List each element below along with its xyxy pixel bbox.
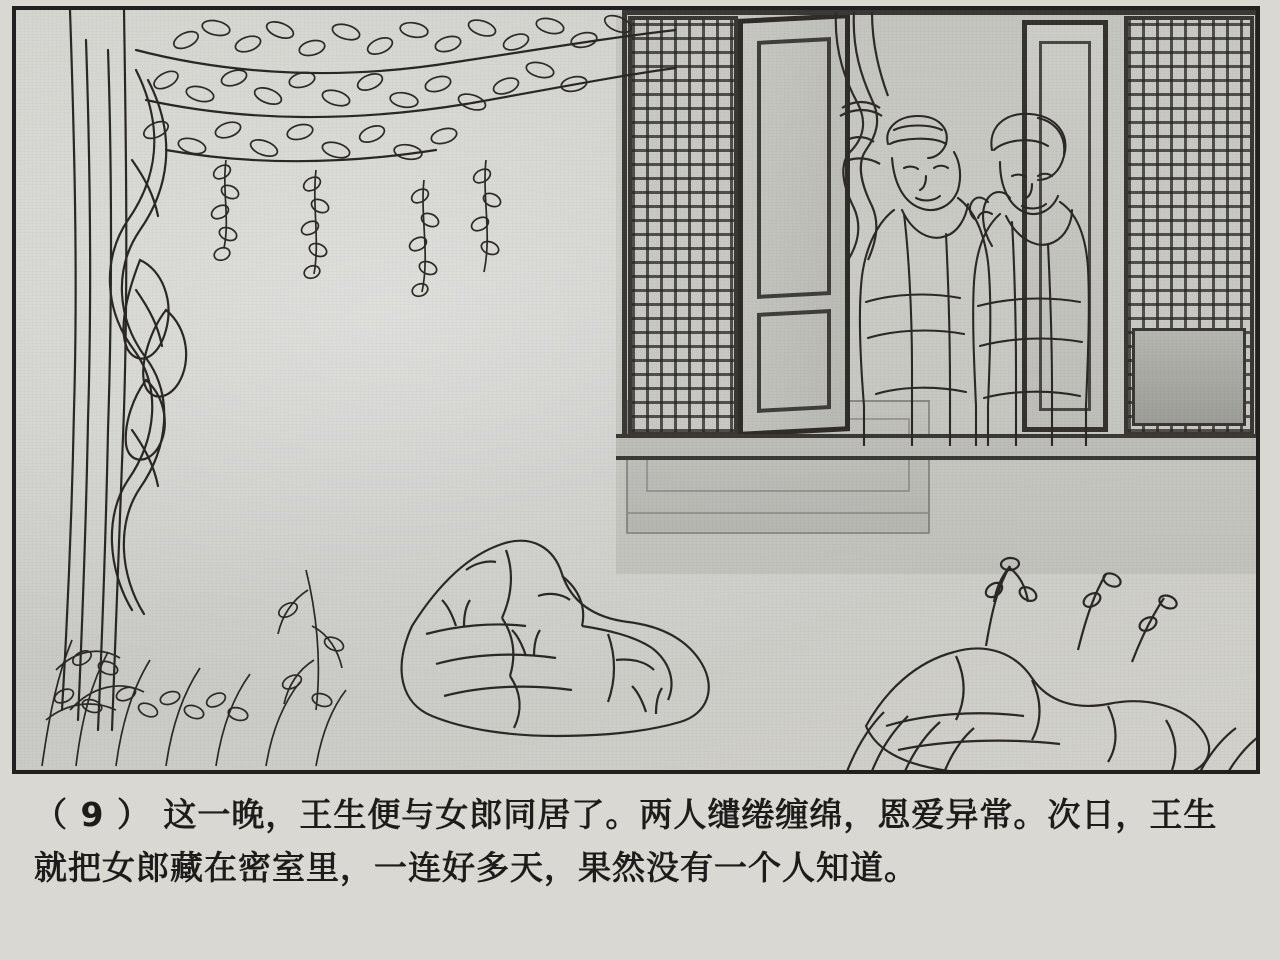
caption-text: （ 9 ） 这一晚，王生便与女郎同居了。两人缱绻缠绵，恩爱异常。次日，王生就把女郎藏在密室里，一连好多天，果然没有一个人知道。 (34, 795, 1218, 888)
illustration-panel (12, 6, 1260, 774)
paper-grain-overlay (16, 10, 1256, 770)
